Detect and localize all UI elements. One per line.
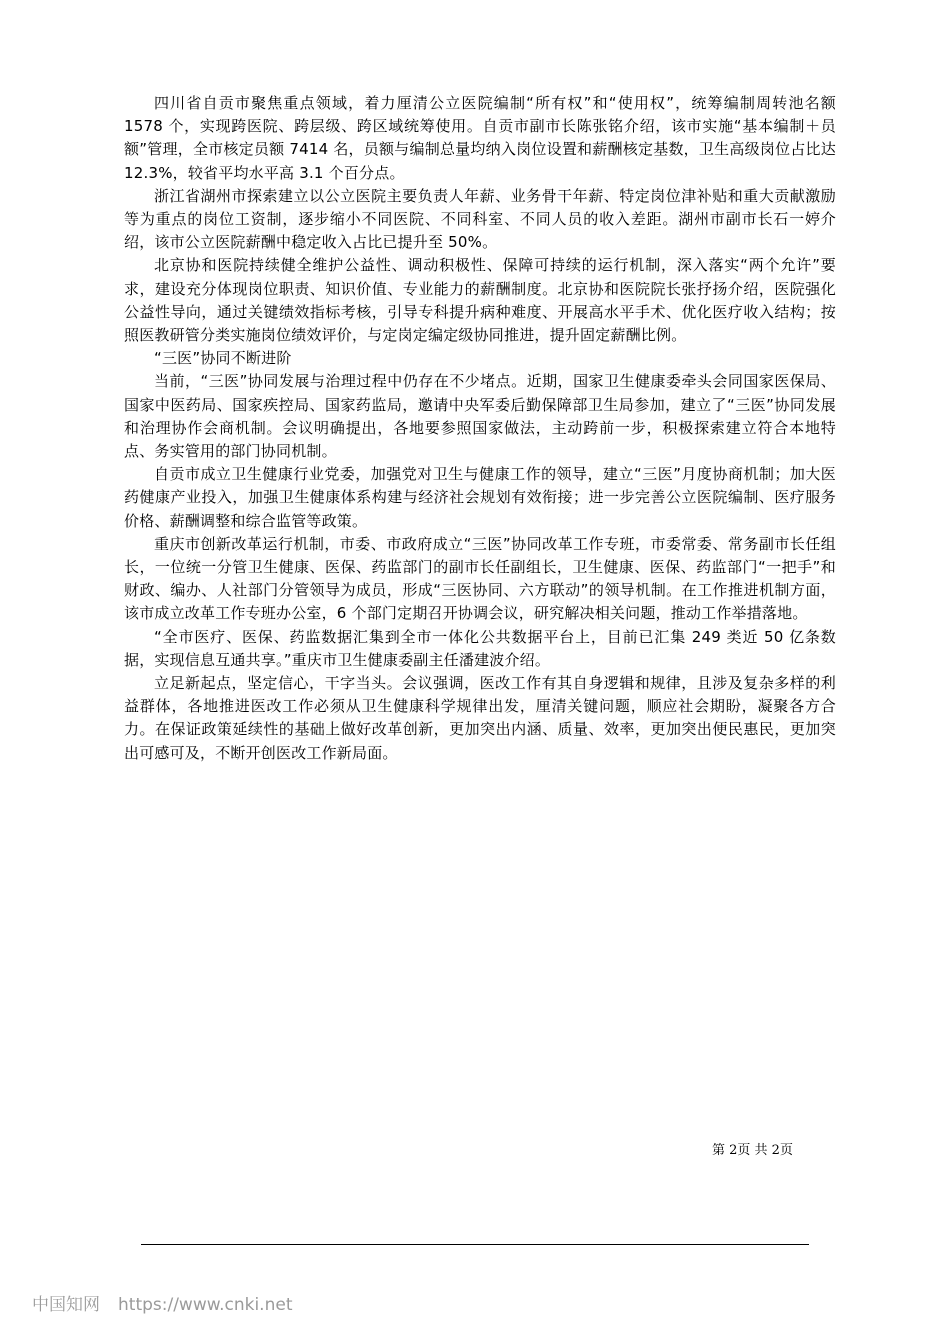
section-heading-sanyi: “三医”协同不断进阶 — [154, 349, 292, 368]
paragraph-national-mechanism: 当前，“三医”协同发展与治理过程中仍存在不少堵点。近期，国家卫生健康委牵头会同国家医保局、国家中医药局、国家疾控局、国家药监局，邀请中央军委后勤保障部卫生局参加，建立了“三医”协同发展和治理协作会商机制。会议明确提出，各地要参照国家做法，主动跨前一步，积极探索建立符合本地特点、务实管用的部门协同机制。 — [124, 372, 836, 461]
paragraph-zigong-committee: 自贡市成立卫生健康行业党委，加强党对卫生与健康工作的领导，建立“三医”月度协商机制；加大医药健康产业投入，加强卫生健康体系构建与经济社会规划有效衔接；进一步完善公立医院编制、医疗服务价格、薪酬调整和综合监管等政策。 — [124, 465, 836, 530]
paragraph-huzhou-salary: 浙江省湖州市探索建立以公立医院主要负责人年薪、业务骨干年薪、特定岗位津补贴和重大贡献激励等为重点的岗位工资制，逐步缩小不同医院、不同科室、不同人员的收入差距。湖州市副市长石一婷介绍，该市公立医院薪酬中稳定收入占比已提升至 50%。 — [124, 186, 836, 252]
cnki-watermark — [32, 1294, 292, 1316]
page-number: 第 2页 共 2页 — [712, 1143, 793, 1158]
paragraph-chongqing-data: “全市医疗、医保、药监数据汇集到全市一体化公共数据平台上，目前已汇集 249 类近 50 亿条数据，实现信息互通共享。”重庆市卫生健康委副主任潘建波介绍。 — [124, 627, 836, 669]
footer-divider — [141, 1244, 809, 1245]
paragraph-zigong-staffing: 四川省自贡市聚焦重点领域，着力厘清公立医院编制“所有权”和“使用权”，统筹编制周转池名额 1578 个，实现跨医院、跨层级、跨区域统筹使用。自贡市副市长陈张铭介绍，该市实施“基本编制＋员额”管理，全市核定员额 7414 名，员额与编制总量均纳入岗位设置和薪酬核定基数，卫生高级岗位占比达 12.3%，较省平均水平高 3.1 个百分点。 — [124, 94, 836, 182]
paragraph-conclusion: 立足新起点，坚定信心，干字当头。会议强调，医改工作有其自身逻辑和规律，且涉及复杂多样的利益群体，各地推进医改工作必须从卫生健康科学规律出发，厘清关键问题，顺应社会期盼，凝聚各方合力。在保证政策延续性的基础上做好改革创新，更加突出内涵、质量、效率，更加突出便民惠民，更加突出可感可及，不断开创医改工作新局面。 — [124, 674, 836, 762]
watermark-url[interactable]: https://www.cnki.net — [118, 1295, 293, 1315]
watermark-logo-text: 中国知网 — [32, 1295, 100, 1315]
paragraph-chongqing-taskforce: 重庆市创新改革运行机制，市委、市政府成立“三医”协同改革工作专班，市委常委、常务副市长任组长，一位统一分管卫生健康、医保、药监部门的副市长任副组长，卫生健康、医保、药监部门“一把手”和财政、编办、人社部门分管领导为成员，形成“三医协同、六方联动”的领导机制。在工作推进机制方面，该市成立改革工作专班办公室，6 个部门定期召开协调会议，研究解决相关问题，推动工作举措落地。 — [124, 534, 836, 623]
paragraph-pumch-salary: 北京协和医院持续健全维护公益性、调动积极性、保障可持续的运行机制，深入落实“两个允许”要求，建设充分体现岗位职责、知识价值、专业能力的薪酬制度。北京协和医院院长张抒扬介绍，医院强化公益性导向，通过关键绩效指标考核，引导专科提升病种难度、开展高水平手术、优化医疗收入结构；按照医教研管分类实施岗位绩效评价，与定岗定编定级协同推进，提升固定薪酬比例。 — [124, 256, 836, 345]
article-body — [124, 92, 836, 765]
